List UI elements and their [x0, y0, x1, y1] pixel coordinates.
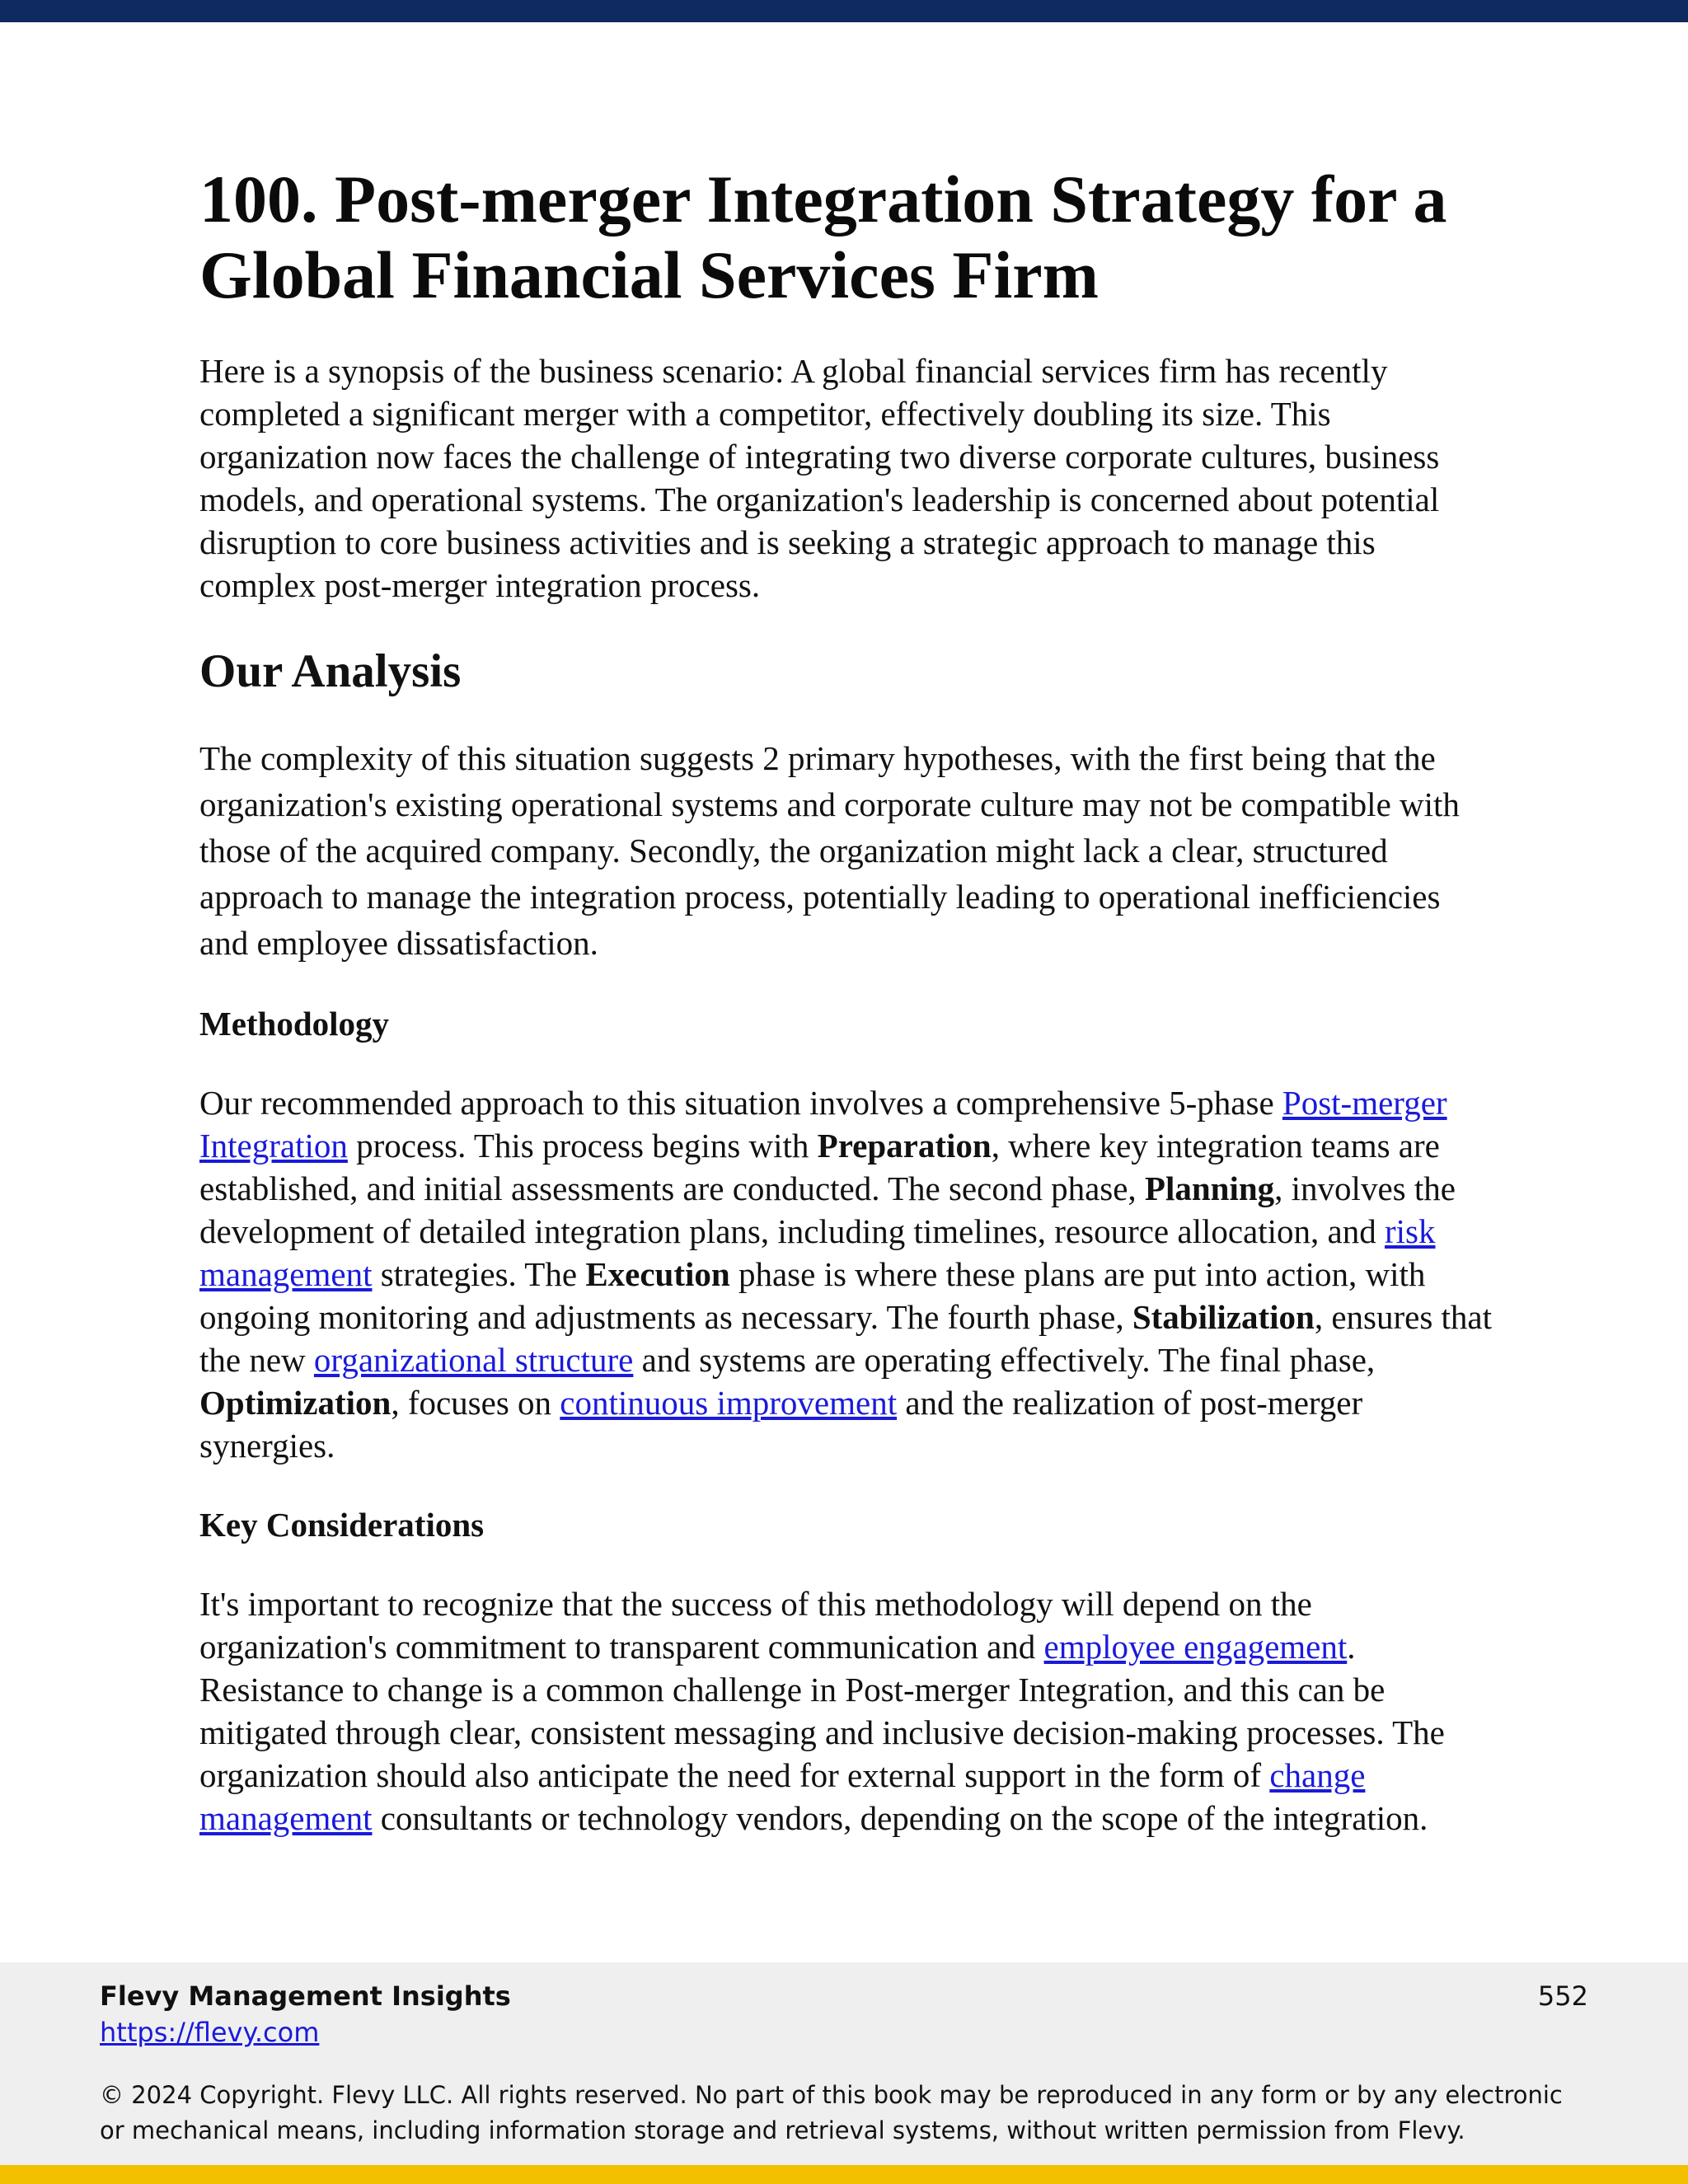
- analysis-heading: Our Analysis: [199, 645, 462, 697]
- phase-optimization: Optimization: [199, 1384, 392, 1422]
- phase-execution: Execution: [585, 1255, 730, 1293]
- methodology-text: , focuses on: [391, 1384, 560, 1422]
- methodology-heading: Methodology: [199, 1005, 390, 1043]
- link-post-merger-integration[interactable]: Post-merger Integration: [199, 1084, 1447, 1165]
- link-change-management[interactable]: change management: [199, 1756, 1366, 1837]
- methodology-text: , ensures that the new: [199, 1298, 1493, 1379]
- link-risk-management[interactable]: risk management: [199, 1212, 1436, 1293]
- considerations-text: It's important to recognize that the success of this methodology will depend on the organization's commitment to transparent communication and: [199, 1585, 1312, 1666]
- methodology-text: Our recommended approach to this situation involves a comprehensive 5-phase: [199, 1084, 1282, 1122]
- phase-preparation: Preparation: [817, 1127, 992, 1165]
- methodology-text: phase is where these plans are put into action, with ongoing monitoring and adjustments as necessary. The fourth phase,: [199, 1255, 1426, 1336]
- methodology-text: and the realization of post-merger synergies.: [199, 1384, 1363, 1465]
- methodology-text: strategies. The: [372, 1255, 586, 1293]
- methodology-text: , where key integration teams are established, and initial assessments are conducted. The second phase,: [199, 1127, 1440, 1207]
- methodology-text: and systems are operating effectively. The final phase,: [633, 1341, 1376, 1379]
- considerations-paragraph: [199, 1582, 1493, 1840]
- page-footer: [0, 1962, 1688, 2165]
- link-organizational-structure[interactable]: organizational structure: [313, 1341, 634, 1379]
- link-employee-engagement[interactable]: employee engagement: [1043, 1628, 1348, 1666]
- analysis-paragraph: The complexity of this situation suggests 2 primary hypotheses, with the first being that the organization's existing operational systems and corporate culture may not be compatible with those of the acquired company. Secondly, the organization might lack a clear, structured approach to manage the integration process, potentially leading to operational inefficiencies and employee dissatisfaction.: [199, 739, 1460, 962]
- considerations-text: . Resistance to change is a common challenge in Post-merger Integration, and this can be mitigated through clear, consistent messaging and inclusive decision-making processes. The organization should also anticipate the need for external support in the form of: [199, 1628, 1445, 1794]
- link-continuous-improvement[interactable]: continuous improvement: [560, 1384, 898, 1422]
- considerations-text: consultants or technology vendors, depending on the scope of the integration.: [372, 1799, 1428, 1837]
- methodology-text: process. This process begins with: [347, 1127, 818, 1165]
- page-title: 100. Post-merger Integration Strategy for a Global Financial Services Firm: [199, 162, 1447, 312]
- phase-stabilization: Stabilization: [1132, 1298, 1315, 1336]
- bottom-accent-bar: [0, 2165, 1688, 2184]
- footer-brand: Flevy Management Insights: [100, 1980, 511, 2012]
- copyright-notice: © 2024 Copyright. Flevy LLC. All rights reserved. No part of this book may be reproduced in any form or by any electronic or mechanical means, including information storage and retrieval systems, without written permission from Flevy.: [100, 2081, 1563, 2144]
- methodology-text: , involves the development of detailed integration plans, including timelines, resource allocation, and: [199, 1169, 1456, 1250]
- top-accent-bar: [0, 0, 1688, 22]
- synopsis-paragraph: Here is a synopsis of the business scenario: A global financial services firm has recently completed a significant merger with a competitor, effectively doubling its size. This organization now faces the challenge of integrating two diverse corporate cultures, business models, and operational systems. The organization's leadership is concerned about potential disruption to core business activities and is seeking a strategic approach to manage this complex post-merger integration process.: [199, 352, 1440, 604]
- phase-planning: Planning: [1144, 1169, 1275, 1207]
- key-considerations-heading: Key Considerations: [199, 1506, 485, 1544]
- page-number: 552: [1537, 1980, 1588, 2012]
- page-content: [199, 162, 1493, 1840]
- footer-url-link[interactable]: https://flevy.com: [100, 2017, 320, 2048]
- methodology-paragraph: [199, 1081, 1493, 1467]
